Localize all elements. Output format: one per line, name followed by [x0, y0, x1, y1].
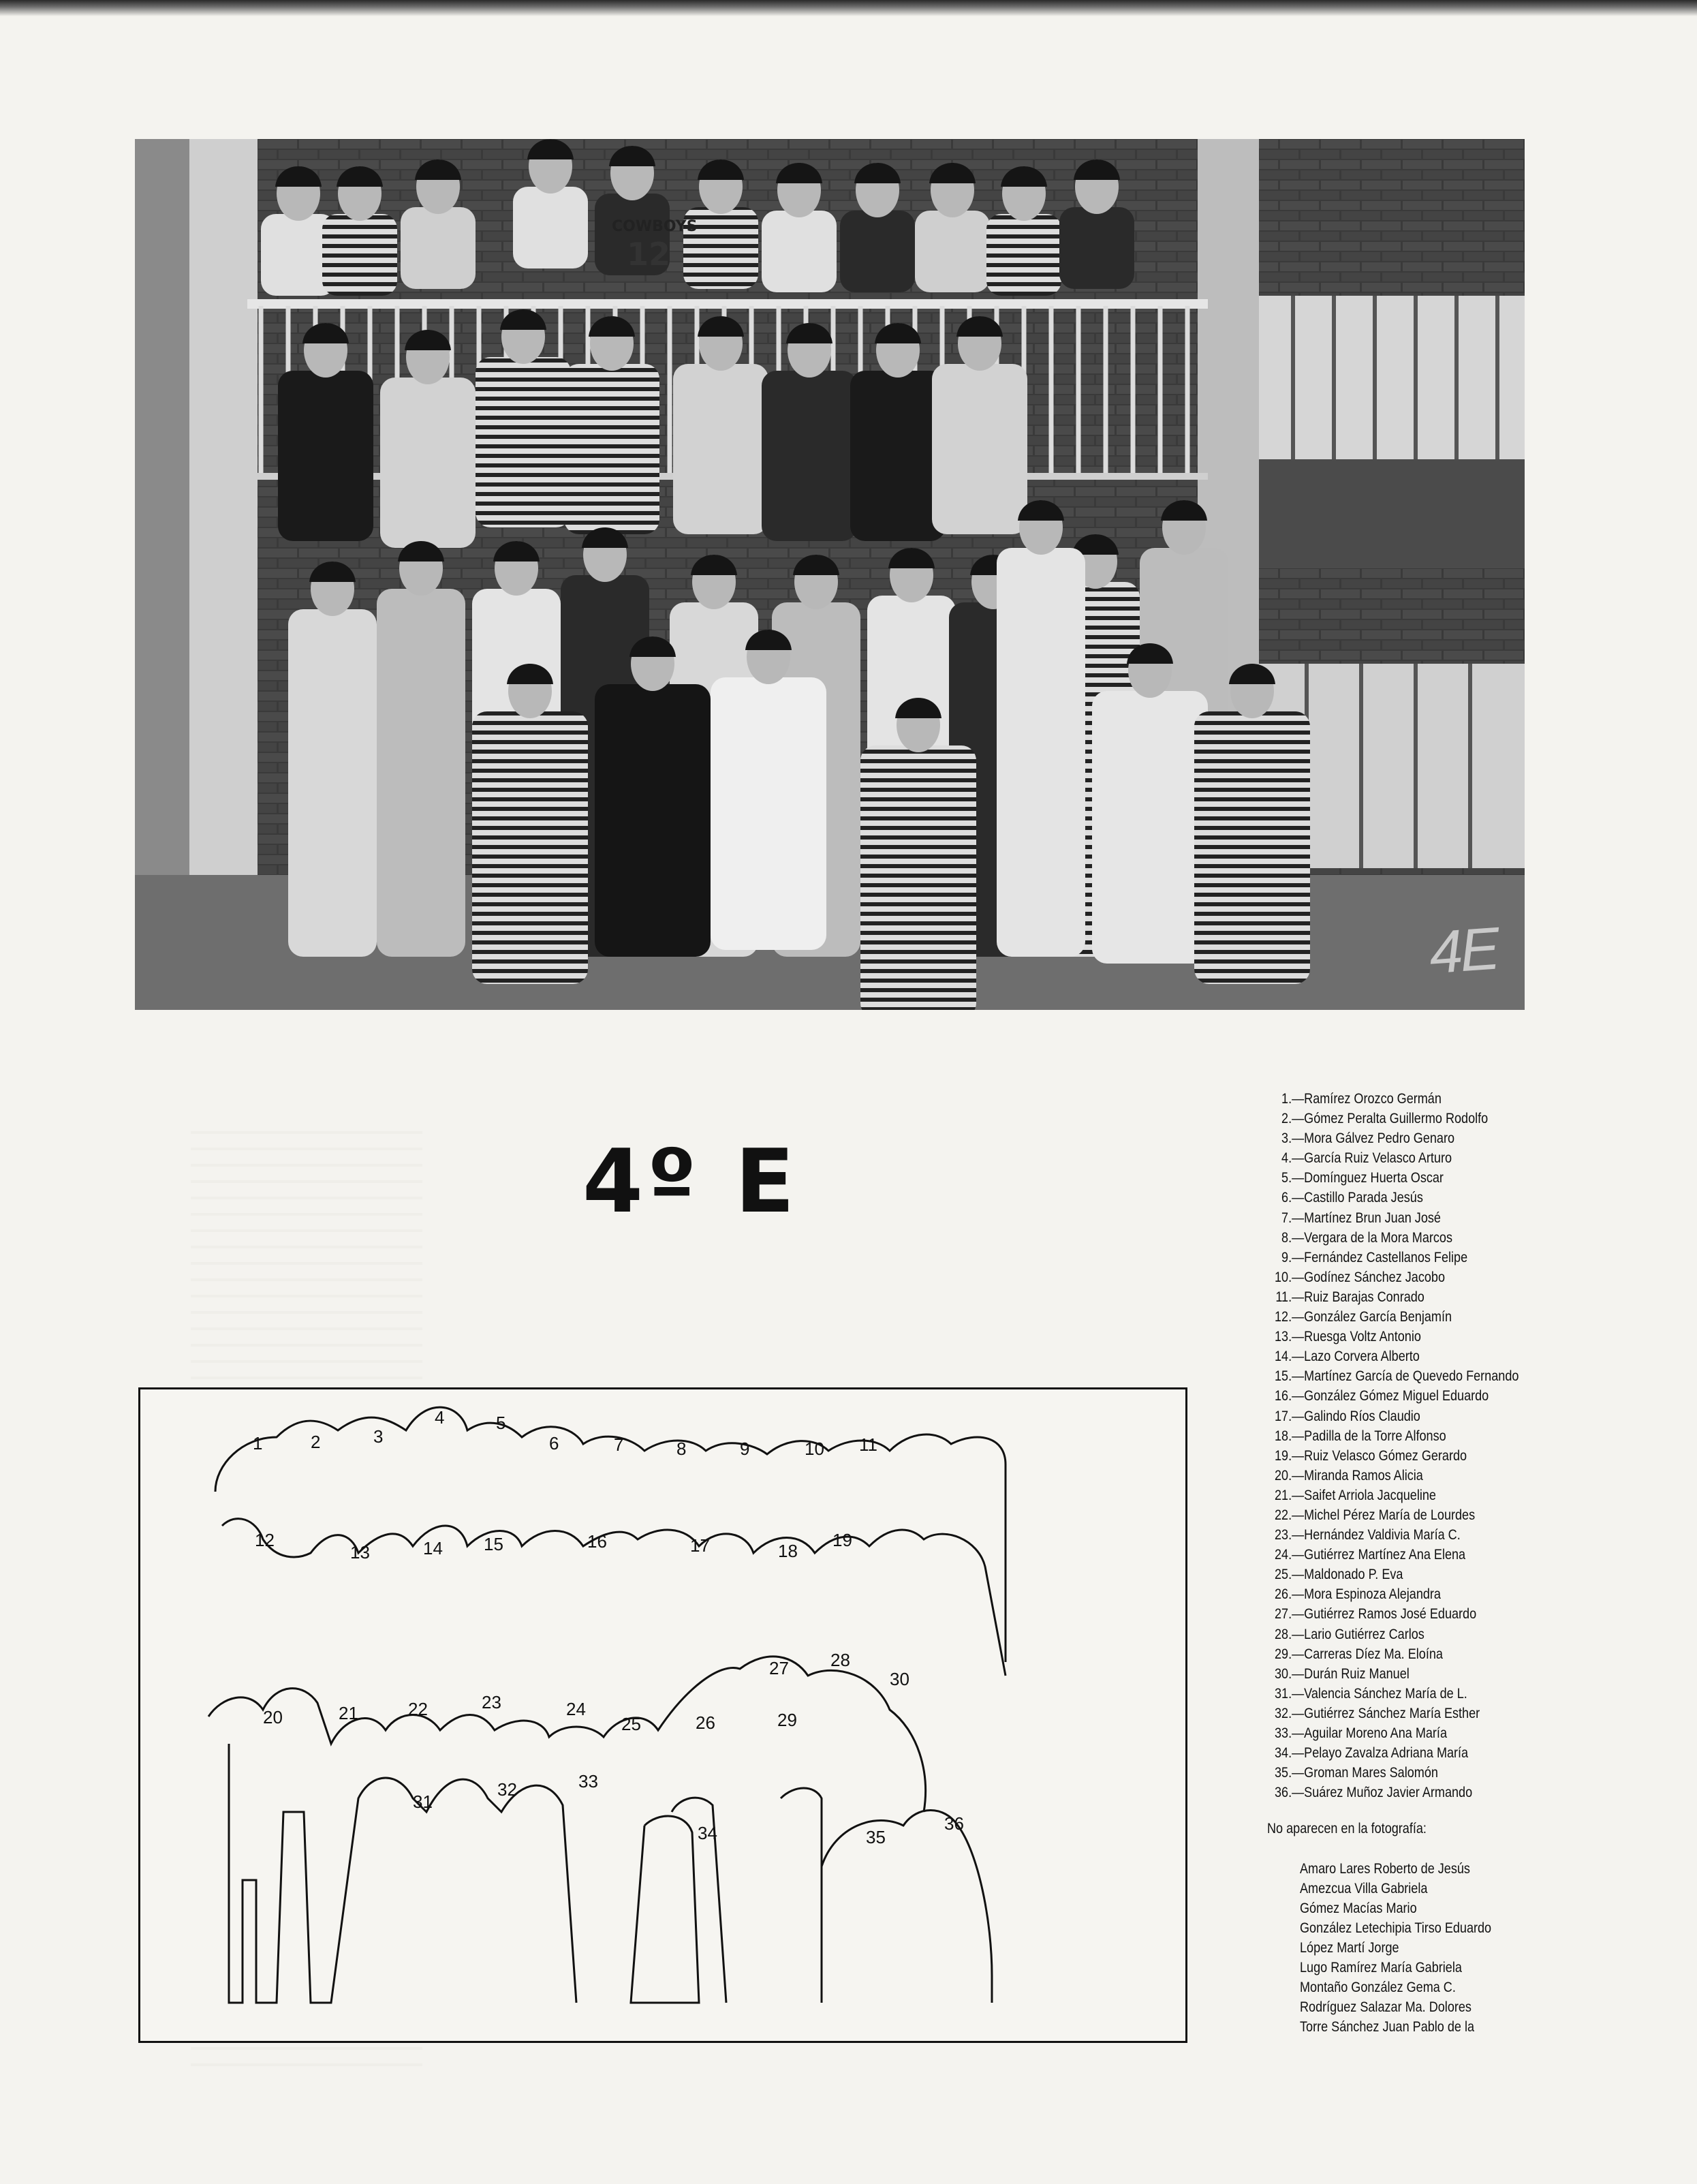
class-photo-illustration	[135, 139, 1525, 1010]
numbered-key-diagram	[138, 1387, 1187, 2043]
student-name: González García Benjamín	[1304, 1309, 1452, 1325]
name-number: 22.	[1275, 1507, 1292, 1523]
key-number-label: 3	[373, 1426, 384, 1447]
student-name: Domínguez Huerta Oscar	[1304, 1170, 1444, 1186]
name-separator: —	[1292, 1170, 1305, 1186]
name-row	[1267, 1486, 1619, 1505]
name-number: 6.	[1281, 1190, 1292, 1206]
name-number: 13.	[1275, 1329, 1292, 1345]
key-number-label: 29	[777, 1710, 797, 1730]
name-separator: —	[1292, 1349, 1305, 1365]
name-separator: —	[1292, 1131, 1305, 1147]
key-number-label: 5	[496, 1413, 506, 1433]
name-separator: —	[1292, 1388, 1305, 1404]
student-name: Martínez Brun Juan José	[1304, 1210, 1441, 1226]
person-figure	[997, 500, 1085, 957]
name-row	[1267, 1267, 1619, 1287]
name-number: 4.	[1281, 1150, 1292, 1167]
student-name: Gómez Peralta Guillermo Rodolfo	[1304, 1111, 1489, 1127]
name-separator: —	[1292, 1685, 1305, 1702]
name-number: 16.	[1275, 1388, 1292, 1404]
absent-heading: No aparecen en la fotografía:	[1267, 1821, 1427, 1836]
name-row	[1267, 1545, 1619, 1565]
key-number-label: 32	[497, 1779, 517, 1800]
person-figure	[377, 541, 465, 957]
name-separator: —	[1292, 1309, 1305, 1325]
absent-name: Montaño González Gema C.	[1300, 1980, 1456, 1995]
name-number: 15.	[1275, 1368, 1292, 1385]
name-separator: —	[1292, 1428, 1305, 1444]
page-top-edge	[0, 0, 1697, 16]
student-name: Fernández Castellanos Felipe	[1304, 1249, 1468, 1265]
key-number-label: 7	[614, 1434, 624, 1455]
name-number: 34.	[1275, 1745, 1292, 1762]
name-number: 20.	[1275, 1467, 1292, 1483]
photo-corner-label: 4E	[1427, 914, 1500, 987]
absent-name: Lugo Ramírez María Gabriela	[1300, 1960, 1462, 1975]
key-number-label: 21	[339, 1703, 358, 1723]
student-name: García Ruiz Velasco Arturo	[1304, 1150, 1452, 1167]
name-number: 7.	[1281, 1210, 1292, 1226]
name-separator: —	[1292, 1487, 1305, 1503]
absent-name: López Martí Jorge	[1300, 1940, 1399, 1956]
shirt-text: COWBOYS	[612, 218, 698, 235]
name-number: 9.	[1281, 1249, 1292, 1265]
name-row	[1267, 1604, 1619, 1624]
name-row	[1267, 1743, 1619, 1763]
name-row	[1267, 1248, 1619, 1267]
name-separator: —	[1292, 1626, 1305, 1642]
name-separator: —	[1292, 1249, 1305, 1265]
student-name: Saifet Arriola Jacqueline	[1304, 1487, 1436, 1503]
name-number: 10.	[1275, 1269, 1292, 1285]
name-separator: —	[1292, 1091, 1305, 1107]
name-row	[1267, 1128, 1619, 1148]
key-number-label: 30	[890, 1669, 909, 1689]
name-row	[1267, 1446, 1619, 1466]
student-name: Durán Ruiz Manuel	[1304, 1665, 1410, 1682]
key-number-label: 16	[587, 1531, 607, 1552]
name-separator: —	[1292, 1586, 1305, 1603]
student-name: Vergara de la Mora Marcos	[1304, 1229, 1453, 1246]
key-number-label: 11	[859, 1434, 877, 1455]
name-row	[1267, 1347, 1619, 1366]
absent-name: Amaro Lares Roberto de Jesús	[1300, 1861, 1470, 1877]
key-number-label: 27	[769, 1658, 789, 1678]
name-row	[1267, 1466, 1619, 1486]
name-separator: —	[1292, 1606, 1305, 1622]
name-row	[1267, 1406, 1619, 1426]
student-name: Mora Espinoza Alejandra	[1304, 1586, 1441, 1603]
name-separator: —	[1292, 1150, 1305, 1167]
name-number: 27.	[1275, 1606, 1292, 1622]
name-row	[1267, 1704, 1619, 1723]
name-number: 18.	[1275, 1428, 1292, 1444]
name-separator: —	[1292, 1111, 1305, 1127]
shirt-number: 12	[627, 236, 671, 273]
name-row	[1267, 1783, 1619, 1802]
student-name: Michel Pérez María de Lourdes	[1304, 1507, 1476, 1523]
student-name: Valencia Sánchez María de L.	[1304, 1685, 1467, 1702]
name-row	[1267, 1228, 1619, 1248]
student-name: Ruesga Voltz Antonio	[1304, 1329, 1421, 1345]
student-name: Suárez Muñoz Javier Armando	[1304, 1785, 1473, 1801]
person-figure	[595, 636, 711, 957]
student-name: Gutiérrez Martínez Ana Elena	[1304, 1547, 1466, 1563]
absent-name: Gómez Macías Mario	[1300, 1901, 1417, 1916]
key-number-label: 8	[676, 1439, 687, 1459]
name-separator: —	[1292, 1190, 1305, 1206]
name-row	[1267, 1208, 1619, 1228]
name-separator: —	[1292, 1745, 1305, 1762]
name-number: 35.	[1275, 1765, 1292, 1781]
name-row	[1267, 1505, 1619, 1525]
name-row	[1267, 1386, 1619, 1406]
name-row	[1267, 1109, 1619, 1128]
name-separator: —	[1292, 1547, 1305, 1563]
name-separator: —	[1292, 1329, 1305, 1345]
key-number-label: 13	[350, 1542, 370, 1563]
student-name: Carreras Díez Ma. Eloína	[1304, 1646, 1443, 1662]
student-name: Hernández Valdivia María C.	[1304, 1527, 1461, 1543]
student-name: Ramírez Orozco Germán	[1304, 1091, 1442, 1107]
key-number-label: 19	[832, 1530, 852, 1550]
key-number-label: 2	[311, 1432, 321, 1452]
name-number: 36.	[1275, 1785, 1292, 1801]
absent-name: Torre Sánchez Juan Pablo de la	[1300, 2019, 1475, 2035]
name-row	[1267, 1188, 1619, 1208]
key-number-label: 36	[944, 1813, 964, 1834]
name-row	[1267, 1723, 1619, 1743]
name-row	[1267, 1366, 1619, 1386]
name-row	[1267, 1763, 1619, 1783]
name-row	[1267, 1644, 1619, 1664]
key-number-label: 1	[253, 1433, 263, 1454]
absent-name: Rodríguez Salazar Ma. Dolores	[1300, 1999, 1472, 2015]
bleed-through-title	[954, 1139, 980, 1227]
name-row	[1267, 1584, 1619, 1604]
absent-name: González Letechipia Tirso Eduardo	[1300, 1920, 1492, 1936]
absent-names-list	[1300, 1859, 1491, 2037]
person-figure	[1092, 643, 1208, 964]
name-number: 3.	[1281, 1131, 1292, 1147]
student-name: González Gómez Miguel Eduardo	[1304, 1388, 1489, 1404]
student-name: Godínez Sánchez Jacobo	[1304, 1269, 1446, 1285]
key-number-label: 28	[830, 1650, 850, 1670]
name-row	[1267, 1664, 1619, 1684]
name-row	[1267, 1089, 1619, 1109]
name-number: 25.	[1275, 1567, 1292, 1583]
name-separator: —	[1292, 1705, 1305, 1721]
student-name: Castillo Parada Jesús	[1304, 1190, 1423, 1206]
page-title: 4º E	[582, 1131, 799, 1233]
name-number: 24.	[1275, 1547, 1292, 1563]
name-number: 23.	[1275, 1527, 1292, 1543]
name-row	[1267, 1168, 1619, 1188]
name-number: 14.	[1275, 1349, 1292, 1365]
name-separator: —	[1292, 1408, 1305, 1424]
person-figure	[1194, 664, 1310, 984]
person-figure	[472, 664, 588, 984]
name-separator: —	[1292, 1447, 1305, 1464]
key-number-label: 18	[778, 1541, 798, 1561]
student-name: Gutiérrez Ramos José Eduardo	[1304, 1606, 1477, 1622]
key-number-label: 9	[740, 1439, 750, 1459]
key-number-label: 34	[698, 1823, 717, 1843]
name-row	[1267, 1148, 1619, 1168]
person-figure	[288, 562, 377, 957]
name-number: 33.	[1275, 1725, 1292, 1741]
student-name: Pelayo Zavalza Adriana María	[1304, 1745, 1469, 1762]
name-number: 12.	[1275, 1309, 1292, 1325]
name-separator: —	[1292, 1765, 1305, 1781]
name-number: 32.	[1275, 1705, 1292, 1721]
name-separator: —	[1292, 1646, 1305, 1662]
key-number-label: 26	[696, 1712, 715, 1733]
key-number-label: 10	[805, 1439, 824, 1459]
name-number: 31.	[1275, 1685, 1292, 1702]
student-name: Maldonado P. Eva	[1304, 1567, 1403, 1583]
key-number-label: 35	[866, 1827, 886, 1847]
key-number-label: 20	[263, 1707, 283, 1727]
student-name: Aguilar Moreno Ana María	[1304, 1725, 1447, 1741]
key-number-label: 24	[566, 1699, 586, 1719]
name-separator: —	[1292, 1368, 1305, 1385]
name-separator: —	[1292, 1785, 1305, 1801]
name-separator: —	[1292, 1567, 1305, 1583]
key-number-label: 12	[255, 1530, 275, 1550]
name-number: 1.	[1281, 1091, 1292, 1107]
name-number: 2.	[1281, 1111, 1292, 1127]
student-name: Gutiérrez Sánchez María Esther	[1304, 1705, 1480, 1721]
name-number: 30.	[1275, 1665, 1292, 1682]
name-separator: —	[1292, 1467, 1305, 1483]
key-number-label: 22	[408, 1699, 428, 1719]
name-number: 19.	[1275, 1447, 1292, 1464]
student-name: Groman Mares Salomón	[1304, 1765, 1438, 1781]
key-number-label: 31	[413, 1791, 433, 1812]
name-separator: —	[1292, 1507, 1305, 1523]
absent-name: Amezcua Villa Gabriela	[1300, 1881, 1428, 1896]
key-number-label: 23	[482, 1692, 501, 1712]
name-number: 17.	[1275, 1408, 1292, 1424]
student-name: Galindo Ríos Claudio	[1304, 1408, 1420, 1424]
key-number-label: 6	[549, 1433, 559, 1454]
name-separator: —	[1292, 1725, 1305, 1741]
name-separator: —	[1292, 1289, 1305, 1305]
name-row	[1267, 1307, 1619, 1327]
class-photo	[135, 139, 1525, 1010]
person-figure	[711, 630, 826, 950]
name-row	[1267, 1525, 1619, 1545]
key-number-label: 17	[690, 1535, 710, 1556]
student-name: Ruiz Barajas Conrado	[1304, 1289, 1424, 1305]
name-number: 8.	[1281, 1229, 1292, 1246]
name-number: 11.	[1275, 1289, 1292, 1305]
name-number: 26.	[1275, 1586, 1292, 1603]
name-separator: —	[1292, 1527, 1305, 1543]
name-separator: —	[1292, 1665, 1305, 1682]
student-name: Lazo Corvera Alberto	[1304, 1349, 1420, 1365]
name-number: 5.	[1281, 1170, 1292, 1186]
name-row	[1267, 1327, 1619, 1347]
key-number-label: 15	[484, 1534, 503, 1554]
name-row	[1267, 1625, 1619, 1644]
name-row	[1267, 1684, 1619, 1704]
name-row	[1267, 1426, 1619, 1446]
name-separator: —	[1292, 1269, 1305, 1285]
student-names-list	[1267, 1089, 1619, 1802]
name-number: 29.	[1275, 1646, 1292, 1662]
name-separator: —	[1292, 1229, 1305, 1246]
student-name: Ruiz Velasco Gómez Gerardo	[1304, 1447, 1467, 1464]
student-name: Miranda Ramos Alicia	[1304, 1467, 1423, 1483]
name-number: 28.	[1275, 1626, 1292, 1642]
student-name: Padilla de la Torre Alfonso	[1304, 1428, 1446, 1444]
key-number-label: 14	[423, 1538, 443, 1558]
student-name: Mora Gálvez Pedro Genaro	[1304, 1131, 1455, 1147]
name-row	[1267, 1287, 1619, 1307]
key-number-label: 4	[435, 1407, 445, 1428]
student-name: Lario Gutiérrez Carlos	[1304, 1626, 1424, 1642]
student-name: Martínez García de Quevedo Fernando	[1304, 1368, 1519, 1385]
name-separator: —	[1292, 1210, 1305, 1226]
name-row	[1267, 1565, 1619, 1584]
key-number-label: 33	[578, 1771, 598, 1791]
name-number: 21.	[1275, 1487, 1292, 1503]
key-silhouettes	[140, 1389, 1185, 2041]
key-number-label: 25	[621, 1714, 641, 1734]
